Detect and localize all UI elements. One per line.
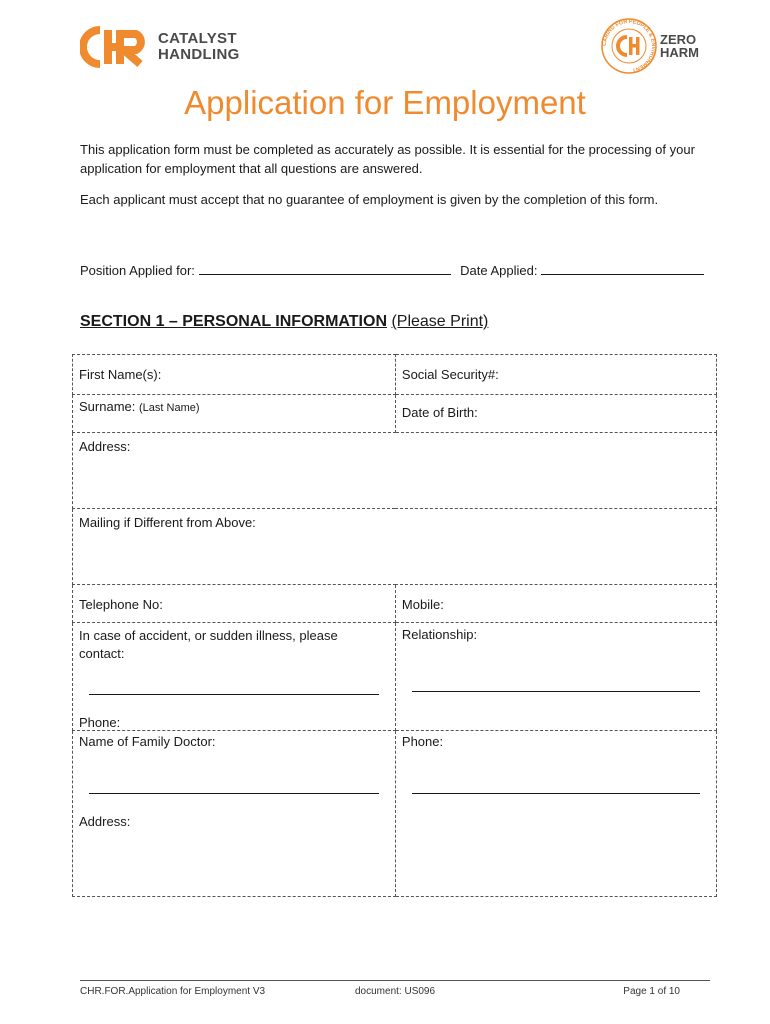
chr-logo-icon: [80, 26, 150, 68]
ssn-field[interactable]: [395, 355, 716, 395]
table-row: [73, 731, 717, 897]
logo-text-handling: HANDLING: [158, 46, 240, 63]
logo-text-harm: HARM: [660, 45, 699, 60]
mailing-address-field[interactable]: [73, 509, 717, 585]
table-row: [73, 433, 717, 509]
date-applied-label: Date Applied:: [460, 263, 538, 278]
ssn-label: Social Security#:: [401, 367, 499, 382]
doctor-phone-line[interactable]: [412, 793, 700, 794]
intro-paragraph: This application form must be completed as accurately as possible. It is essential for the processing of your application for employment that all questions are answered.: [80, 142, 695, 176]
guarantee-notice: Each applicant must accept that no guarantee of employment is given by the completion of this form.: [80, 192, 659, 207]
family-doctor-label: Name of Family Doctor:: [79, 734, 216, 749]
first-names-label: First Name(s):: [79, 367, 162, 382]
catalyst-handling-logo: [80, 26, 240, 68]
mailing-address-label: Mailing if Different from Above:: [79, 515, 256, 530]
position-applied-field[interactable]: [199, 263, 451, 275]
footer-form-id: CHR.FOR.Application for Employment V3: [80, 986, 266, 997]
personal-info-table: [72, 354, 717, 897]
logo-text-zero: ZERO: [660, 32, 697, 47]
first-names-field[interactable]: [73, 355, 396, 395]
section-1-title: [80, 313, 488, 331]
position-line: [80, 263, 704, 278]
logo-text-catalyst: CATALYST: [158, 30, 237, 47]
emergency-phone-label: Phone:: [79, 715, 121, 730]
table-row: [73, 585, 717, 623]
page-title: Application for Employment: [184, 84, 586, 121]
page-footer: [80, 980, 710, 997]
section-1-heading: SECTION 1 – PERSONAL INFORMATION: [80, 313, 387, 330]
position-applied-label: Position Applied for:: [80, 263, 195, 278]
relationship-label: Relationship:: [401, 627, 478, 642]
family-doctor-field[interactable]: [73, 731, 396, 897]
table-row: [73, 509, 717, 585]
mobile-label: Mobile:: [401, 597, 444, 612]
doctor-address-label: Address:: [79, 814, 131, 829]
table-row: [73, 355, 717, 395]
dob-label: Date of Birth:: [401, 405, 478, 420]
emergency-contact-field[interactable]: [73, 623, 396, 731]
table-row: [73, 623, 717, 731]
zero-harm-logo: [600, 18, 699, 74]
footer-document-id: document: US096: [355, 986, 436, 997]
date-applied-field[interactable]: [541, 263, 704, 275]
doctor-phone-field[interactable]: [395, 731, 716, 897]
surname-label: Surname:: [79, 399, 136, 414]
relationship-field[interactable]: [395, 623, 716, 731]
zero-harm-seal-icon: [600, 17, 658, 75]
mobile-field[interactable]: [395, 585, 716, 623]
relationship-line[interactable]: [412, 691, 700, 692]
emergency-contact-label: In case of accident, or sudden illness, please contact:: [79, 628, 338, 661]
doctor-phone-label: Phone:: [401, 734, 444, 749]
dob-field[interactable]: [395, 395, 716, 433]
surname-field[interactable]: [73, 395, 396, 433]
surname-note: (Last Name): [139, 402, 200, 414]
section-1-note: (Please Print): [391, 313, 489, 330]
telephone-label: Telephone No:: [79, 597, 163, 612]
telephone-field[interactable]: [73, 585, 396, 623]
family-doctor-line[interactable]: [89, 793, 379, 794]
emergency-name-line[interactable]: [89, 694, 379, 695]
svg-text:CARING FOR PEOPLE & ENVIRONMEN: CARING FOR PEOPLE & ENVIRONMENT: [601, 18, 657, 73]
address-label: Address:: [79, 439, 131, 454]
address-field[interactable]: [73, 433, 717, 509]
footer-page-number: Page 1 of 10: [623, 986, 680, 997]
table-row: [73, 395, 717, 433]
